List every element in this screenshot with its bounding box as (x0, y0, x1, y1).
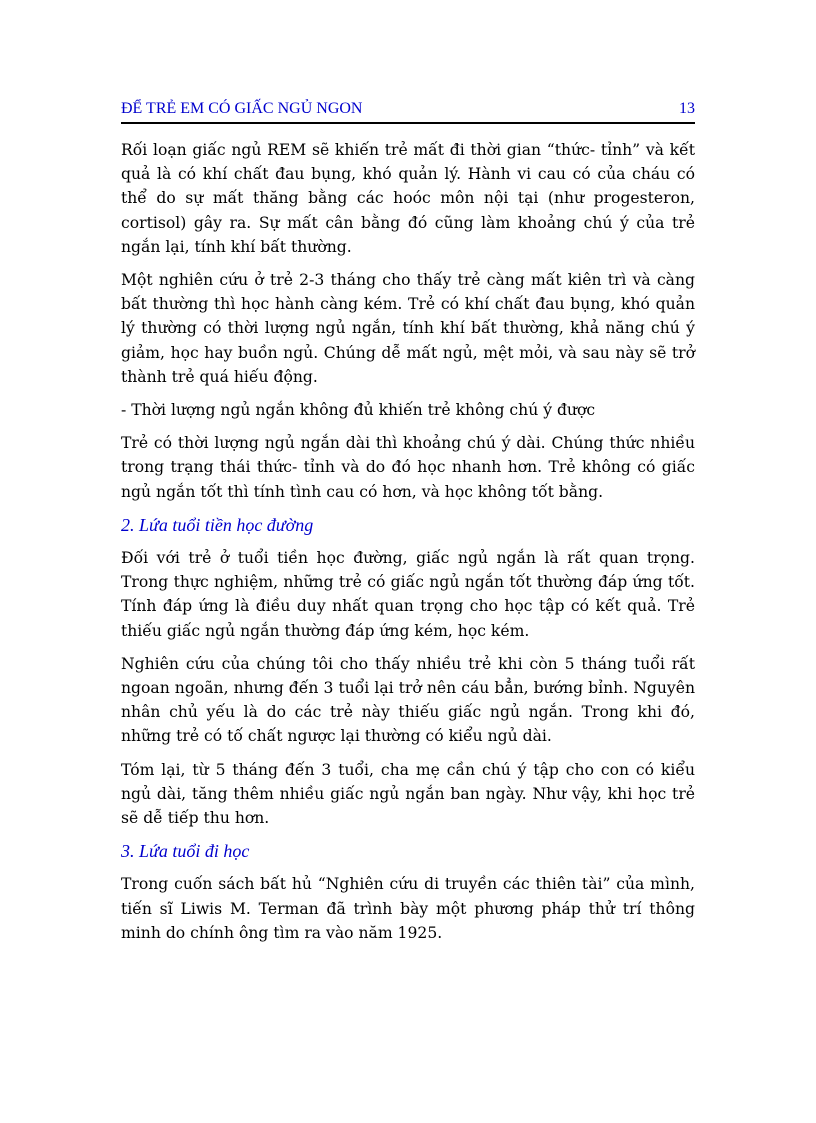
running-title: ĐỂ TRẺ EM CÓ GIẤC NGỦ NGON (121, 100, 363, 117)
body-text (121, 138, 695, 954)
paragraph-rem-disorder: Rối loạn giấc ngủ REM sẽ khiến trẻ mất đi thời gian “thức- tỉnh” và kết quả là có khí chất đau bụng, khó quản lý. Hành vi cau có của cháu có thể do sự mất thăng bằng các hoóc môn nội tại (như progesteron, cortisol) gây ra. Sự mất cân bằng đó cũng làm khoảng chú ý của trẻ ngắn lại, tính khí bất thường. (121, 141, 695, 256)
section-heading-preschool: 2. Lứa tuổi tiền học đường (121, 514, 314, 535)
paragraph-preschool-naps: Đối với trẻ ở tuổi tiền học đường, giấc ngủ ngắn là rất quan trọng. Trong thực nghiệm, những trẻ có giấc ngủ ngắn tốt thường đáp ứng tốt. Tính đáp ứng là điều duy nhất quan trọng cho học tập có kết quả. Trẻ thiếu giấc ngủ ngắn thường đáp ứng kém, học kém. (121, 549, 695, 640)
paragraph-attention-span: Trẻ có thời lượng ngủ ngắn dài thì khoảng chú ý dài. Chúng thức nhiều trong trạng thái thức- tỉnh và do đó học nhanh hơn. Trẻ không có giấc ngủ ngắn tốt thì tính tình cau có hơn, và học không tốt bằng. (121, 434, 695, 501)
page-number: 13 (679, 100, 695, 117)
section-heading-school-age: 3. Lứa tuổi đi học (121, 841, 250, 862)
paragraph-research-findings: Nghiên cứu của chúng tôi cho thấy nhiều trẻ khi còn 5 tháng tuổi rất ngoan ngoãn, nhưng đến 3 tuổi lại trở nên cáu bẳn, bướng bỉnh. Nguyên nhân chủ yếu là do các trẻ này thiếu giấc ngủ ngắn. Trong khi đó, những trẻ có tố chất ngược lại thường có kiểu ngủ dài. (121, 654, 695, 746)
paragraph-summary: Tóm lại, từ 5 tháng đến 3 tuổi, cha mẹ cần chú ý tập cho con có kiểu ngủ dài, tăng thêm nhiều giấc ngủ ngắn ban ngày. Như vậy, khi học trẻ sẽ dễ tiếp thu hơn. (121, 760, 695, 828)
paragraph-study-infants: Một nghiên cứu ở trẻ 2-3 tháng cho thấy trẻ càng mất kiên trì và càng bất thường thì học hành càng kém. Trẻ có khí chất đau bụng, khó quản lý thường có thời lượng ngủ ngắn, tính khí bất thường, khả năng chú ý giảm, học hay buồn ngủ. Chúng dễ mất ngủ, mệt mỏi, và sau này sẽ trở thành trẻ quá hiếu động. (121, 271, 695, 386)
page-header (121, 98, 695, 124)
paragraph-bullet-short-sleep: - Thời lượng ngủ ngắn không đủ khiến trẻ không chú ý được (121, 401, 596, 420)
paragraph-terman-study: Trong cuốn sách bất hủ “Nghiên cứu di truyền các thiên tài” của mình, tiến sĩ Liwis M. Terman đã trình bày một phương pháp thử trí thông minh do chính ông tìm ra vào năm 1925. (121, 875, 695, 942)
